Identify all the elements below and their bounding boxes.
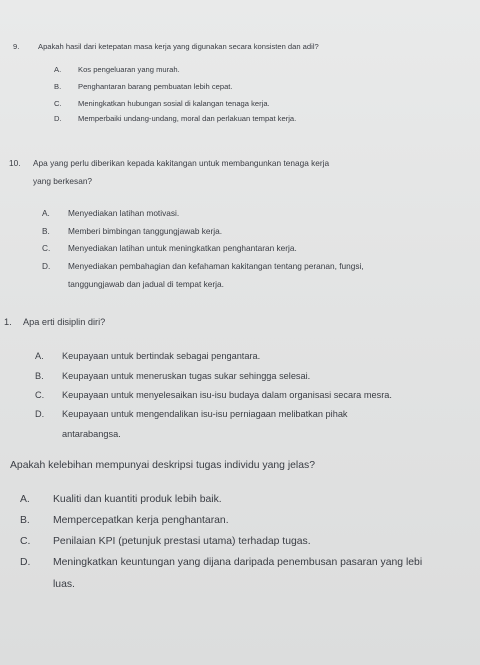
option-letter: C. [20, 536, 31, 547]
option-text-continued: luas. [53, 579, 75, 590]
option-text: Kualiti dan kuantiti produk lebih baik. [53, 494, 222, 505]
option-text: Keupayaan untuk meneruskan tugas sukar sehingga selesai. [62, 371, 311, 381]
option-text: Meningkatkan hubungan sosial di kalangan tenaga kerja. [78, 99, 270, 108]
question-text: Apa yang perlu diberikan kepada kakitangan untuk membangunkan tenaga kerja [33, 158, 330, 168]
option-text: Menyediakan pembahagian dan kefahaman kakitangan tentang peranan, fungsi, [68, 261, 364, 271]
option-text: Penghantaran barang pembuatan lebih cepat. [78, 82, 233, 91]
option-text: Meningkatkan keuntungan yang dijana daripada penembusan pasaran yang lebi [53, 557, 423, 568]
option-letter: C. [42, 243, 51, 253]
question-number: 9. [13, 42, 20, 51]
option-text: Memberi bimbingan tanggungjawab kerja. [68, 226, 223, 236]
option-text: Kos pengeluaran yang murah. [78, 65, 180, 74]
option-text: Keupayaan untuk bertindak sebagai pengantara. [62, 351, 261, 361]
option-text: Menyediakan latihan untuk meningkatkan penghantaran kerja. [68, 243, 297, 253]
option-letter: D. [20, 557, 31, 568]
option-letter: A. [42, 208, 50, 218]
option-text: Penilaian KPI (petunjuk prestasi utama) terhadap tugas. [53, 536, 311, 547]
option-text: Keupayaan untuk menyelesaikan isu-isu budaya dalam organisasi secara mesra. [62, 390, 392, 400]
question-text: Apakah kelebihan mempunyai deskripsi tugas individu yang jelas? [10, 460, 315, 471]
option-text: Keupayaan untuk mengendalikan isu-isu perniagaan melibatkan pihak [62, 409, 348, 419]
option-text: Menyediakan latihan motivasi. [68, 208, 180, 218]
option-letter: B. [20, 515, 30, 526]
option-letter: B. [54, 82, 62, 91]
option-letter: C. [35, 390, 45, 400]
option-letter: A. [35, 351, 44, 361]
option-letter: B. [42, 226, 50, 236]
option-letter: D. [35, 409, 45, 419]
option-text-continued: antarabangsa. [62, 429, 121, 439]
question-text: Apa erti disiplin diri? [23, 317, 106, 327]
option-letter: A. [20, 494, 30, 505]
option-text-continued: tanggungjawab dan jadual di tempat kerja. [68, 279, 224, 289]
option-letter: B. [35, 371, 44, 381]
option-letter: C. [54, 99, 62, 108]
option-text: Mempercepatkan kerja penghantaran. [53, 515, 229, 526]
option-text: Memperbaiki undang-undang, moral dan perlakuan tempat kerja. [78, 114, 297, 123]
question-text: Apakah hasil dari ketepatan masa kerja yang digunakan secara konsisten dan adil? [38, 42, 319, 51]
option-letter: A. [54, 65, 62, 74]
question-number: 1. [4, 317, 12, 327]
option-letter: D. [42, 261, 51, 271]
question-number: 10. [9, 158, 21, 168]
option-letter: D. [54, 114, 62, 123]
question-text-continued: yang berkesan? [33, 176, 93, 186]
